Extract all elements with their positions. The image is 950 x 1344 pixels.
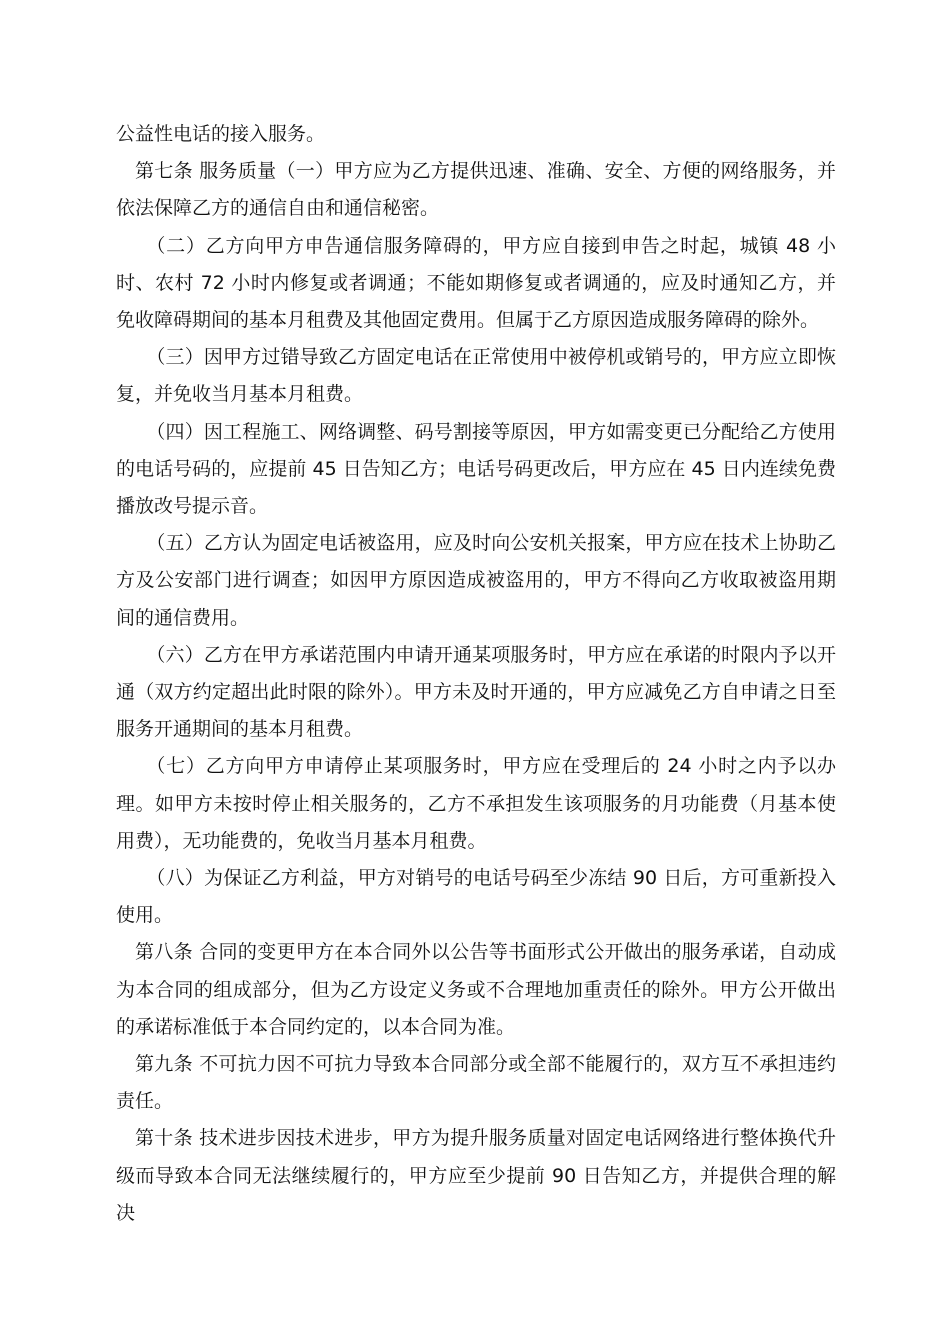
article-9-paragraph: 第九条 不可抗力因不可抗力导致本合同部分或全部不能履行的，双方互不承担违约责任。 [116, 1053, 836, 1113]
paragraph-1: 公益性电话的接入服务。 [116, 123, 326, 145]
clause-7-4-paragraph: （四）因工程施工、网络调整、码号割接等原因，甲方如需变更已分配给乙方使用的电话号码的，应提前 45 日告知乙方；电话号码更改后，甲方应在 45 日内连续免费播放改号提示音。 [116, 420, 836, 518]
article-10-paragraph: 第十条 技术进步因技术进步，甲方为提升服务质量对固定电话网络进行整体换代升级而导致本合同无法继续履行的，甲方应至少提前 90 日告知乙方，并提供合理的解决 [116, 1127, 836, 1224]
clause-7-2-paragraph: （二）乙方向甲方申告通信服务障碍的，甲方应自接到申告之时起，城镇 48 小时、农村 72 小时内修复或者调通；不能如期修复或者调通的，应及时通知乙方，并免收障碍期间的基本月租费及其他固定费用。但属于乙方原因造成服务障碍的除外。 [116, 234, 836, 332]
clause-7-5-paragraph: （五）乙方认为固定电话被盗用，应及时向公安机关报案，甲方应在技术上协助乙方及公安部门进行调查；如因甲方原因造成被盗用的，甲方不得向乙方收取被盗用期间的通信费用。 [116, 532, 836, 629]
clause-7-3-paragraph: （三）因甲方过错导致乙方固定电话在正常使用中被停机或销号的，甲方应立即恢复，并免收当月基本月租费。 [116, 346, 836, 406]
document-body [116, 116, 836, 1232]
clause-7-8-paragraph: （八）为保证乙方利益，甲方对销号的电话号码至少冻结 90 日后，方可重新投入使用。 [116, 867, 836, 927]
clause-7-7-paragraph: （七）乙方向甲方申请停止某项服务时，甲方应在受理后的 24 小时之内予以办理。如甲方未按时停止相关服务的，乙方不承担发生该项服务的月功能费（月基本使用费），无功能费的，免收当月基本月租费。 [116, 755, 836, 852]
clause-7-6-paragraph: （六）乙方在甲方承诺范围内申请开通某项服务时，甲方应在承诺的时限内予以开通（双方约定超出此时限的除外）。甲方未及时开通的，甲方应减免乙方自申请之日至服务开通期间的基本月租费。 [116, 643, 836, 741]
article-7-paragraph: 第七条 服务质量（一）甲方应为乙方提供迅速、准确、安全、方便的网络服务，并依法保障乙方的通信自由和通信秘密。 [116, 160, 836, 220]
article-8-paragraph: 第八条 合同的变更甲方在本合同外以公告等书面形式公开做出的服务承诺，自动成为本合同的组成部分，但为乙方设定义务或不合理地加重责任的除外。甲方公开做出的承诺标准低于本合同约定的，以本合同为准。 [116, 941, 836, 1038]
